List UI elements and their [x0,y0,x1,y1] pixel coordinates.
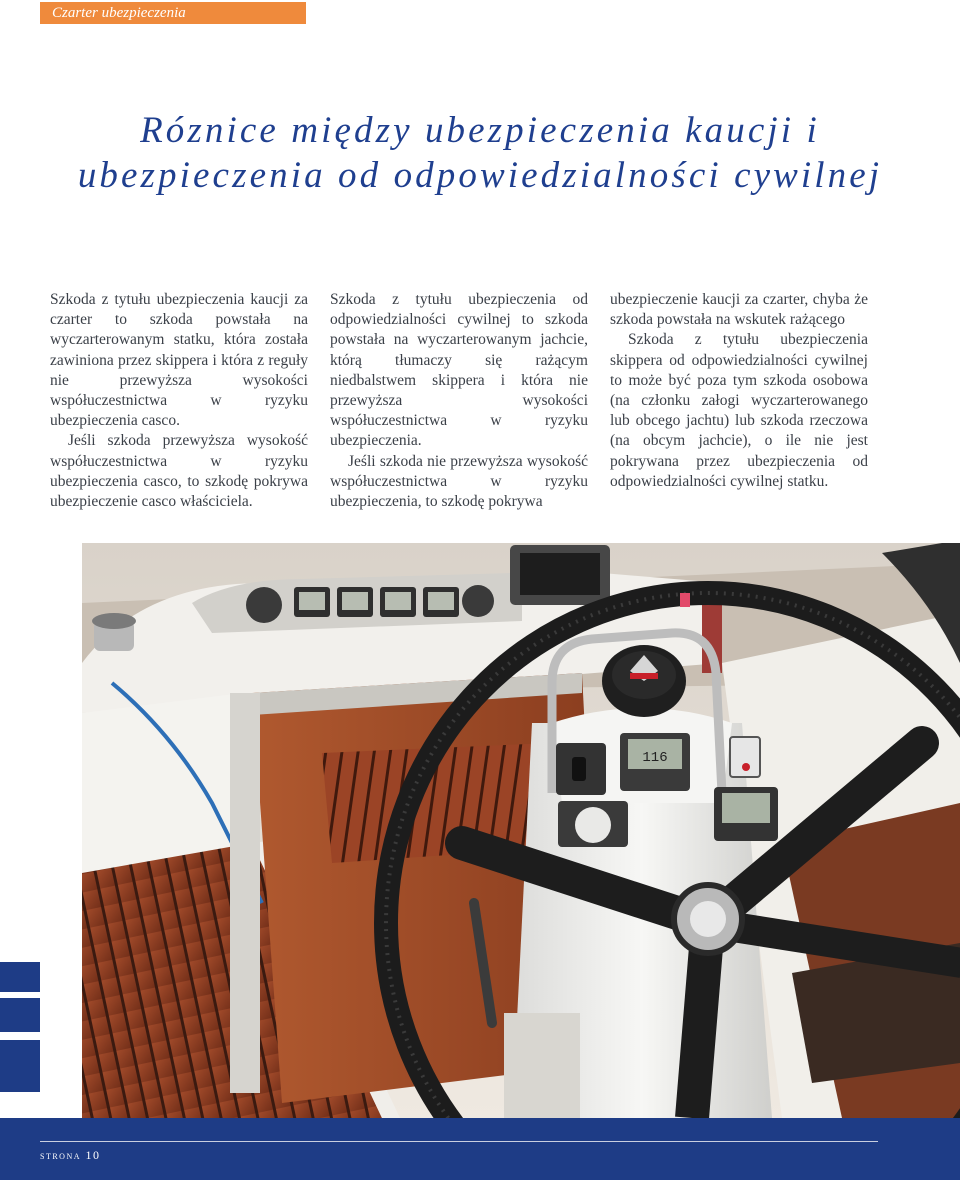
column-3-paragraph-1: ubezpieczenie kaucji za czarter, chyba że szkoda powstała na wskutek rażącego [610,291,868,329]
title-line-2: ubezpieczenia od odpowiedzialności cywilnej [77,155,883,196]
column-2-paragraph-2: Jeśli szkoda nie przewyższa wysokość współuczestnictwa w ryzyku ubezpieczenia, to szkodę pokrywa [330,452,588,511]
autopilot-readout: 116 [642,750,668,766]
decor-square-2 [0,998,40,1032]
text-column-1 [50,290,308,512]
text-column-3 [610,290,868,492]
column-1-paragraph-2: Jeśli szkoda przewyższa wysokość współuczestnictwa w ryzyku ubezpieczenia casco, to szkodę pokrywa ubezpieczenie casco właściciela. [50,432,308,511]
yacht-cockpit-photo [82,543,960,1118]
page-title [40,108,920,198]
column-2-paragraph-1: Szkoda z tytułu ubezpieczenia od odpowiedzialności cywilnej to szkoda powstała na wyczarterowanym jachcie, którą tłumaczy się rażącym niedbalstwem skippera i która nie przewyższa wysokości współuczestnictwa w ryzyku ubezpieczenia. [330,291,588,450]
column-3-paragraph-2: Szkoda z tytułu ubezpieczenia skippera od odpowiedzialności cywilnej to może być poza tym szkoda osobowa (na członku załogi wyczarterowanego lub obcego jachtu) lub szkoda rzeczowa (na obcym jachcie), o ile nie jest pokrywana przez ubezpieczenia od odpowiedzialności cywilnej statku. [610,331,868,490]
footer-divider [40,1141,878,1142]
text-column-2 [330,290,588,512]
title-line-1: Róznice między ubezpieczenia kaucji i [140,110,820,151]
decor-square-1 [0,962,40,992]
section-tag: Czarter ubezpieczenia [40,2,306,24]
decor-square-3 [0,1040,40,1092]
compass [602,645,686,717]
column-1-paragraph-1: Szkoda z tytułu ubezpieczenia kaucji za czarter to szkoda powstała na wyczarterowanym statku, która została zawiniona przez skippera i która z reguły nie przewyższa wysokości współuczestnictwa w ryzyku ubezpieczenia casco. [50,291,308,430]
footer-bar [0,1118,960,1180]
yacht-cockpit-illustration [82,543,960,1118]
page-number: strona 10 [40,1148,101,1162]
